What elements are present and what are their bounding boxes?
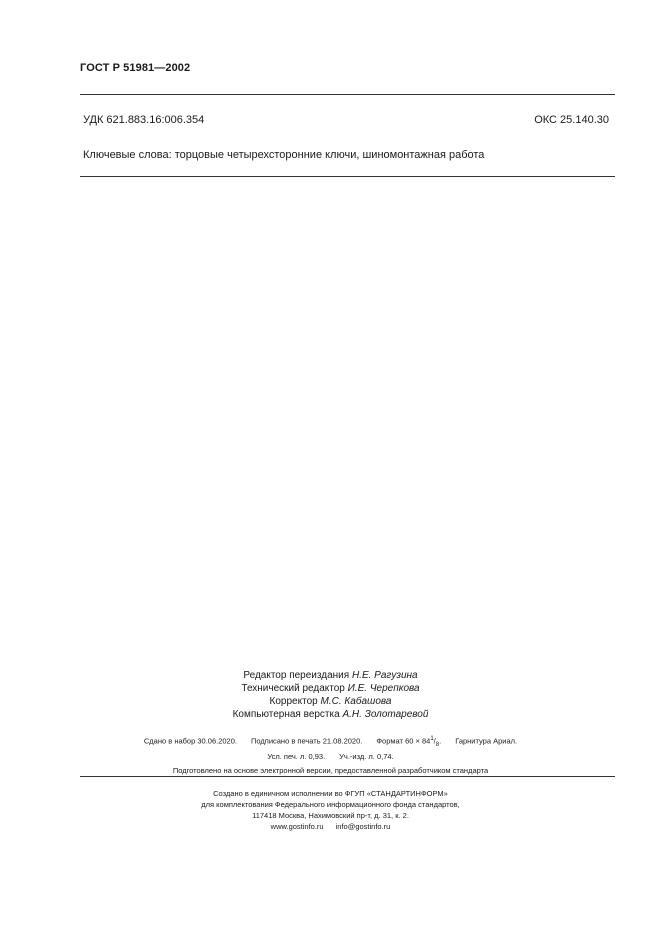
imprint-line-1: Сдано в набор 30.06.2020. Подписано в печать 21.08.2020. Формат $60 \times 84^1/_8$. Гарнитура Ариал. xyxy=(143,736,518,748)
credits-block xyxy=(0,669,661,721)
credit-role: Компьютерная верстка xyxy=(232,709,340,720)
typeface: Гарнитура Ариал. xyxy=(455,736,518,746)
publisher-footer xyxy=(0,788,661,832)
print-sheets: Усл. печ. л. 0,93. xyxy=(267,752,326,761)
credit-tech-editor xyxy=(0,682,661,695)
submitted-date: Сдано в набор 30.06.2020. xyxy=(143,736,237,746)
keywords-divider xyxy=(80,176,615,177)
format-denominator: 8 xyxy=(435,742,440,748)
oks-code: ОКС 25.140.30 xyxy=(534,114,609,126)
footer-line-2: для комплектования Федерального информационного фонда стандартов, xyxy=(201,800,460,809)
credit-name: Н.Е. Рагузина xyxy=(351,670,418,681)
udk-code: УДК 621.883.16:006.354 xyxy=(83,114,205,126)
imprint-line-2 xyxy=(0,751,661,762)
website-link[interactable]: www.gostinfo.ru xyxy=(270,822,324,831)
credit-name: И.Е. Черепкова xyxy=(347,683,420,694)
keywords: Ключевые слова: торцовые четырехсторонние ключи, шиномонтажная работа xyxy=(83,149,485,161)
prepared-note: Подготовлено на основе электронной версии, предоставленной разработчиком стандарта xyxy=(172,766,489,775)
format: Формат 60 × 84 xyxy=(376,736,431,746)
standard-number: ГОСТ Р 51981—2002 xyxy=(80,62,191,74)
publication-sheets: Уч.-изд. л. 0,74. xyxy=(339,752,394,761)
imprint-block xyxy=(0,734,661,776)
footer-address: 117418 Москва, Нахимовский пр-т, д. 31, к. 2. xyxy=(252,811,409,820)
top-divider xyxy=(80,94,615,95)
email-link[interactable]: info@gostinfo.ru xyxy=(335,822,391,831)
credit-role: Технический редактор xyxy=(241,683,345,694)
footer-contacts xyxy=(0,821,661,832)
credit-proofreader xyxy=(0,695,661,708)
format-numerator: 1 xyxy=(430,736,434,742)
credit-name: М.С. Кабашова xyxy=(320,696,392,707)
credit-layout xyxy=(0,708,661,721)
footer-line-1: Создано в единичном исполнении во ФГУП «СТАНДАРТИНФОРМ» xyxy=(213,789,448,798)
footer-divider xyxy=(80,776,615,777)
credit-editor xyxy=(0,669,661,682)
credit-name: А.Н. Золотаревой xyxy=(342,709,429,720)
signed-date: Подписано в печать 21.08.2020. xyxy=(250,736,363,746)
credit-role: Корректор xyxy=(269,696,318,707)
credit-role: Редактор переиздания xyxy=(243,670,350,681)
